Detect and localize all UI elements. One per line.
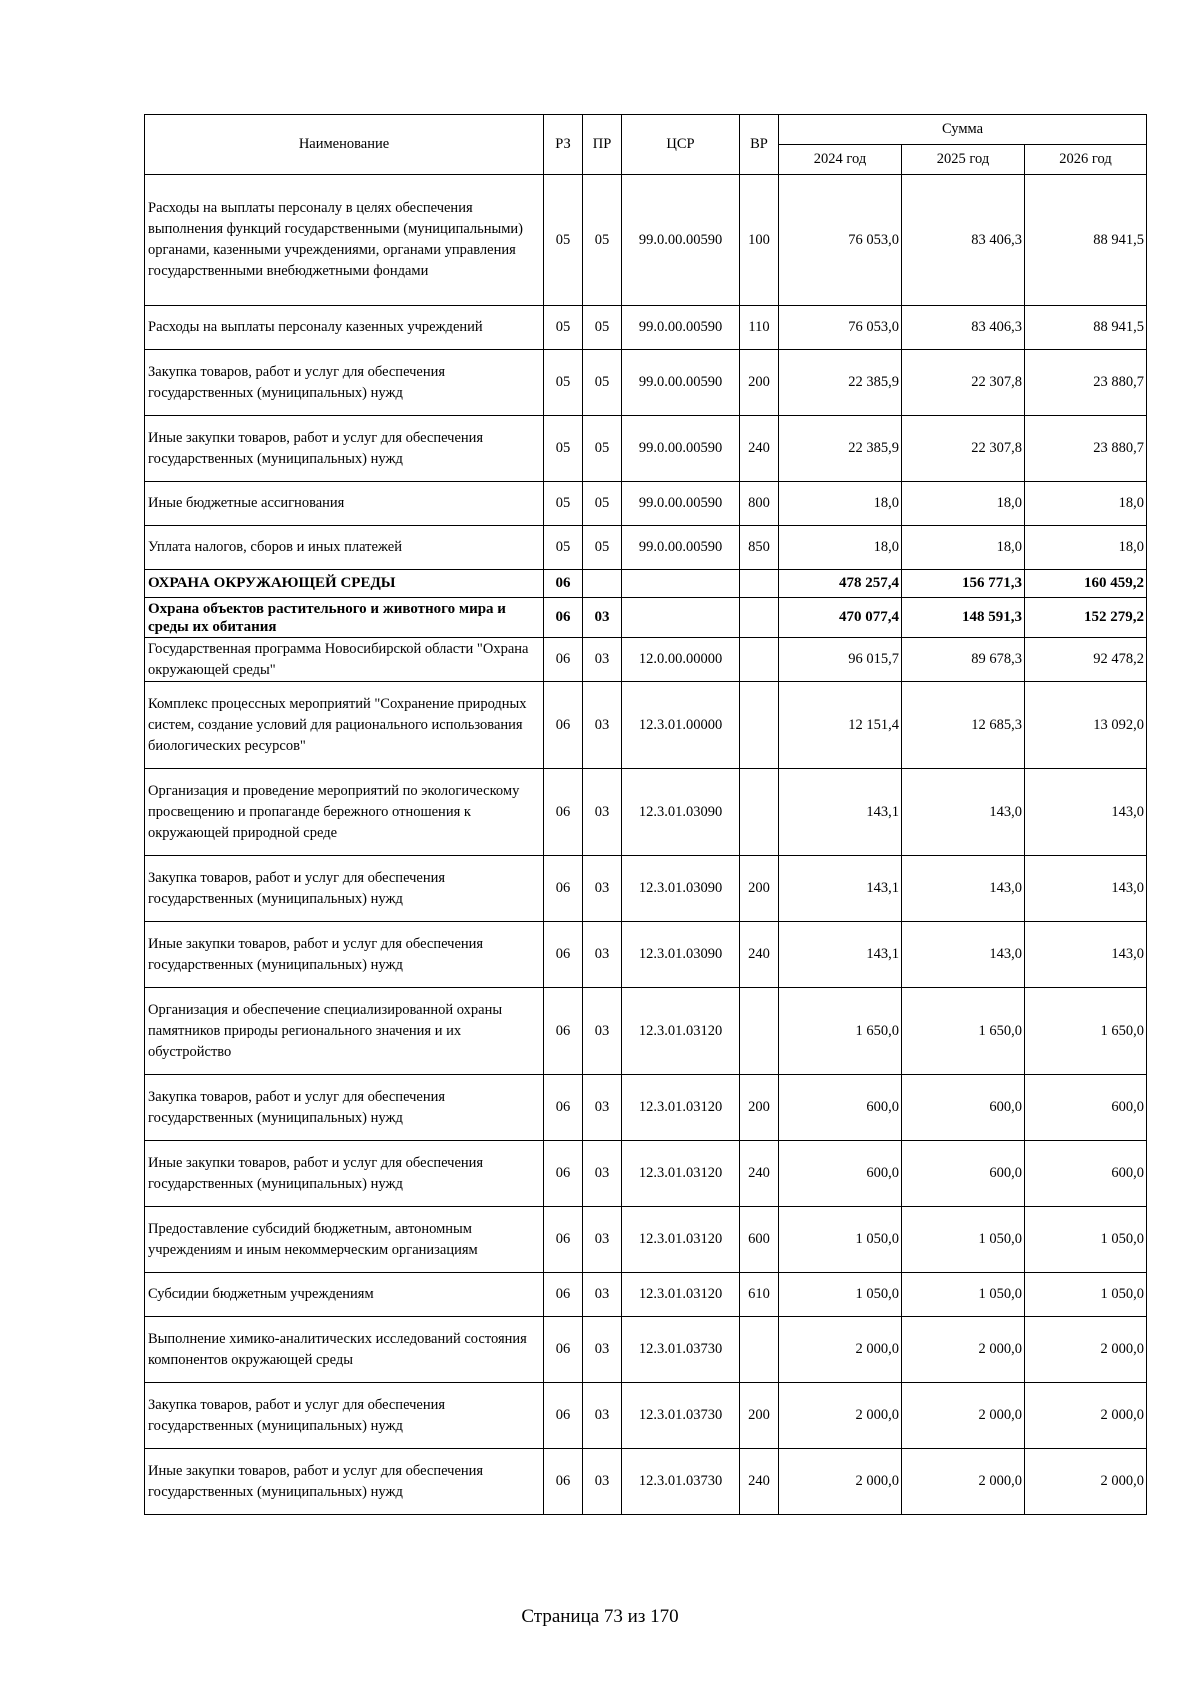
row-pr: 03 (583, 1207, 622, 1273)
row-rz: 05 (544, 306, 583, 350)
row-name: Закупка товаров, работ и услуг для обеспечения государственных (муниципальных) нужд (145, 856, 544, 922)
row-name: ОХРАНА ОКРУЖАЮЩЕЙ СРЕДЫ (145, 570, 544, 598)
row-2025: 83 406,3 (902, 175, 1025, 306)
row-rz: 06 (544, 856, 583, 922)
table-row (145, 1383, 1147, 1449)
row-2026: 23 880,7 (1025, 416, 1147, 482)
row-rz: 05 (544, 416, 583, 482)
row-name: Выполнение химико-аналитических исследований состояния компонентов окружающей среды (145, 1317, 544, 1383)
row-vr: 200 (740, 1075, 779, 1141)
row-2024: 600,0 (779, 1141, 902, 1207)
row-rz: 06 (544, 1141, 583, 1207)
table-row (145, 1449, 1147, 1515)
row-2026: 13 092,0 (1025, 682, 1147, 769)
row-pr: 05 (583, 482, 622, 526)
row-2024: 76 053,0 (779, 306, 902, 350)
row-vr: 200 (740, 856, 779, 922)
row-pr: 03 (583, 1383, 622, 1449)
row-name: Иные закупки товаров, работ и услуг для обеспечения государственных (муниципальных) нужд (145, 416, 544, 482)
row-2026: 18,0 (1025, 482, 1147, 526)
row-2024: 143,1 (779, 922, 902, 988)
budget-table-container (144, 114, 1146, 1515)
row-csr: 99.0.00.00590 (622, 416, 740, 482)
row-rz: 06 (544, 769, 583, 856)
row-2024: 470 077,4 (779, 598, 902, 638)
row-pr: 03 (583, 638, 622, 682)
row-pr: 05 (583, 526, 622, 570)
row-2024: 1 050,0 (779, 1273, 902, 1317)
table-row (145, 350, 1147, 416)
row-vr (740, 682, 779, 769)
row-csr: 99.0.00.00590 (622, 482, 740, 526)
row-name: Комплекс процессных мероприятий "Сохранение природных систем, создание условий для рационального использования биологических ресурсов" (145, 682, 544, 769)
row-name: Государственная программа Новосибирской области "Охрана окружающей среды" (145, 638, 544, 682)
row-2025: 156 771,3 (902, 570, 1025, 598)
row-2025: 143,0 (902, 922, 1025, 988)
row-vr (740, 988, 779, 1075)
subsection-row (145, 598, 1147, 638)
row-rz: 06 (544, 682, 583, 769)
row-vr (740, 570, 779, 598)
row-2024: 143,1 (779, 769, 902, 856)
row-rz: 06 (544, 1449, 583, 1515)
row-2024: 2 000,0 (779, 1317, 902, 1383)
row-pr: 03 (583, 856, 622, 922)
row-2026: 600,0 (1025, 1075, 1147, 1141)
row-2024: 96 015,7 (779, 638, 902, 682)
table-row (145, 1317, 1147, 1383)
row-vr: 200 (740, 1383, 779, 1449)
header-2026: 2026 год (1025, 145, 1147, 175)
row-vr (740, 598, 779, 638)
row-2026: 2 000,0 (1025, 1383, 1147, 1449)
row-2024: 600,0 (779, 1075, 902, 1141)
row-name: Закупка товаров, работ и услуг для обеспечения государственных (муниципальных) нужд (145, 1075, 544, 1141)
row-2026: 18,0 (1025, 526, 1147, 570)
row-2025: 600,0 (902, 1141, 1025, 1207)
table-row (145, 682, 1147, 769)
row-vr: 240 (740, 922, 779, 988)
row-2026: 2 000,0 (1025, 1449, 1147, 1515)
row-2025: 89 678,3 (902, 638, 1025, 682)
row-csr: 12.3.01.03120 (622, 988, 740, 1075)
row-vr: 850 (740, 526, 779, 570)
table-row (145, 1273, 1147, 1317)
row-2024: 478 257,4 (779, 570, 902, 598)
row-name: Расходы на выплаты персоналу в целях обеспечения выполнения функций государственными (муниципальными) органами, казенными учреждениями, органами управления государственными внебюджетными фондами (145, 175, 544, 306)
row-2024: 12 151,4 (779, 682, 902, 769)
row-2024: 18,0 (779, 526, 902, 570)
row-2025: 12 685,3 (902, 682, 1025, 769)
row-vr: 100 (740, 175, 779, 306)
row-2024: 1 050,0 (779, 1207, 902, 1273)
row-rz: 06 (544, 1207, 583, 1273)
table-row (145, 1141, 1147, 1207)
row-pr: 05 (583, 175, 622, 306)
row-2024: 2 000,0 (779, 1383, 902, 1449)
row-rz: 05 (544, 175, 583, 306)
row-2026: 143,0 (1025, 856, 1147, 922)
section-row (145, 570, 1147, 598)
header-pr: ПР (583, 115, 622, 175)
header-name: Наименование (145, 115, 544, 175)
row-2026: 152 279,2 (1025, 598, 1147, 638)
row-2025: 2 000,0 (902, 1383, 1025, 1449)
row-vr: 240 (740, 416, 779, 482)
row-2026: 1 050,0 (1025, 1207, 1147, 1273)
row-pr: 03 (583, 1449, 622, 1515)
row-csr: 12.3.01.03730 (622, 1449, 740, 1515)
header-2025: 2025 год (902, 145, 1025, 175)
row-name: Закупка товаров, работ и услуг для обеспечения государственных (муниципальных) нужд (145, 1383, 544, 1449)
row-csr: 99.0.00.00590 (622, 526, 740, 570)
row-name: Иные закупки товаров, работ и услуг для обеспечения государственных (муниципальных) нужд (145, 1449, 544, 1515)
row-csr: 12.3.01.03120 (622, 1075, 740, 1141)
row-rz: 06 (544, 570, 583, 598)
row-vr: 240 (740, 1141, 779, 1207)
row-name: Организация и обеспечение специализированной охраны памятников природы регионального значения и их обустройство (145, 988, 544, 1075)
row-rz: 06 (544, 988, 583, 1075)
row-rz: 05 (544, 350, 583, 416)
row-2025: 1 650,0 (902, 988, 1025, 1075)
row-vr: 200 (740, 350, 779, 416)
row-2025: 148 591,3 (902, 598, 1025, 638)
row-vr: 610 (740, 1273, 779, 1317)
row-2025: 2 000,0 (902, 1449, 1025, 1515)
row-name: Закупка товаров, работ и услуг для обеспечения государственных (муниципальных) нужд (145, 350, 544, 416)
row-csr: 99.0.00.00590 (622, 306, 740, 350)
header-rz: РЗ (544, 115, 583, 175)
row-rz: 05 (544, 526, 583, 570)
row-2024: 22 385,9 (779, 416, 902, 482)
row-vr: 600 (740, 1207, 779, 1273)
row-csr: 12.3.01.03120 (622, 1207, 740, 1273)
row-name: Расходы на выплаты персоналу казенных учреждений (145, 306, 544, 350)
table-row (145, 922, 1147, 988)
row-name: Предоставление субсидий бюджетным, автономным учреждениям и иным некоммерческим организациям (145, 1207, 544, 1273)
table-row (145, 769, 1147, 856)
row-2025: 18,0 (902, 526, 1025, 570)
row-csr: 12.3.01.03090 (622, 856, 740, 922)
row-2026: 1 050,0 (1025, 1273, 1147, 1317)
page-number: Страница 73 из 170 (521, 1606, 679, 1627)
table-row (145, 482, 1147, 526)
header-vr: ВР (740, 115, 779, 175)
row-csr: 12.3.01.03120 (622, 1141, 740, 1207)
row-2025: 22 307,8 (902, 416, 1025, 482)
row-2025: 83 406,3 (902, 306, 1025, 350)
header-sum: Сумма (779, 115, 1147, 145)
row-2025: 1 050,0 (902, 1273, 1025, 1317)
row-2025: 143,0 (902, 769, 1025, 856)
row-2025: 18,0 (902, 482, 1025, 526)
row-2026: 160 459,2 (1025, 570, 1147, 598)
row-pr: 05 (583, 306, 622, 350)
row-name: Иные закупки товаров, работ и услуг для обеспечения государственных (муниципальных) нужд (145, 1141, 544, 1207)
row-2026: 23 880,7 (1025, 350, 1147, 416)
row-vr (740, 638, 779, 682)
row-csr: 12.3.01.03090 (622, 769, 740, 856)
row-csr (622, 598, 740, 638)
table-row (145, 175, 1147, 306)
row-name: Субсидии бюджетным учреждениям (145, 1273, 544, 1317)
row-rz: 06 (544, 922, 583, 988)
row-pr: 03 (583, 1317, 622, 1383)
row-name: Иные бюджетные ассигнования (145, 482, 544, 526)
row-pr: 03 (583, 682, 622, 769)
row-pr: 03 (583, 922, 622, 988)
row-rz: 06 (544, 1317, 583, 1383)
row-name: Иные закупки товаров, работ и услуг для обеспечения государственных (муниципальных) нужд (145, 922, 544, 988)
row-pr (583, 570, 622, 598)
table-row (145, 988, 1147, 1075)
row-vr: 800 (740, 482, 779, 526)
row-rz: 06 (544, 1383, 583, 1449)
row-pr: 05 (583, 416, 622, 482)
table-row (145, 416, 1147, 482)
row-2024: 1 650,0 (779, 988, 902, 1075)
row-name: Организация и проведение мероприятий по экологическому просвещению и пропаганде бережного отношения к окружающей природной среде (145, 769, 544, 856)
table-row (145, 1207, 1147, 1273)
header-2024: 2024 год (779, 145, 902, 175)
row-pr: 03 (583, 988, 622, 1075)
row-2024: 2 000,0 (779, 1449, 902, 1515)
row-2026: 88 941,5 (1025, 175, 1147, 306)
row-rz: 05 (544, 482, 583, 526)
header-csr: ЦСР (622, 115, 740, 175)
row-pr: 03 (583, 1273, 622, 1317)
row-2025: 2 000,0 (902, 1317, 1025, 1383)
row-pr: 03 (583, 769, 622, 856)
row-2025: 1 050,0 (902, 1207, 1025, 1273)
table-row (145, 526, 1147, 570)
row-2024: 143,1 (779, 856, 902, 922)
table-row (145, 306, 1147, 350)
table-row (145, 1075, 1147, 1141)
row-rz: 06 (544, 598, 583, 638)
row-2026: 88 941,5 (1025, 306, 1147, 350)
row-vr (740, 769, 779, 856)
row-2026: 1 650,0 (1025, 988, 1147, 1075)
row-vr: 240 (740, 1449, 779, 1515)
row-name: Охрана объектов растительного и животного мира и среды их обитания (145, 598, 544, 638)
budget-table (144, 114, 1147, 1515)
row-2026: 143,0 (1025, 922, 1147, 988)
row-2026: 143,0 (1025, 769, 1147, 856)
row-pr: 05 (583, 350, 622, 416)
row-csr: 12.3.01.00000 (622, 682, 740, 769)
row-rz: 06 (544, 1075, 583, 1141)
row-rz: 06 (544, 1273, 583, 1317)
row-vr (740, 1317, 779, 1383)
row-pr: 03 (583, 1075, 622, 1141)
row-2026: 2 000,0 (1025, 1317, 1147, 1383)
row-name: Уплата налогов, сборов и иных платежей (145, 526, 544, 570)
row-csr: 12.3.01.03730 (622, 1317, 740, 1383)
row-csr: 99.0.00.00590 (622, 175, 740, 306)
row-2025: 22 307,8 (902, 350, 1025, 416)
row-csr (622, 570, 740, 598)
row-csr: 12.3.01.03120 (622, 1273, 740, 1317)
row-2026: 600,0 (1025, 1141, 1147, 1207)
row-2024: 18,0 (779, 482, 902, 526)
row-2024: 76 053,0 (779, 175, 902, 306)
row-pr: 03 (583, 598, 622, 638)
row-csr: 12.0.00.00000 (622, 638, 740, 682)
table-row (145, 856, 1147, 922)
row-vr: 110 (740, 306, 779, 350)
row-2024: 22 385,9 (779, 350, 902, 416)
table-row (145, 638, 1147, 682)
row-csr: 12.3.01.03090 (622, 922, 740, 988)
row-pr: 03 (583, 1141, 622, 1207)
row-2025: 600,0 (902, 1075, 1025, 1141)
row-csr: 99.0.00.00590 (622, 350, 740, 416)
row-rz: 06 (544, 638, 583, 682)
row-2025: 143,0 (902, 856, 1025, 922)
row-csr: 12.3.01.03730 (622, 1383, 740, 1449)
row-2026: 92 478,2 (1025, 638, 1147, 682)
